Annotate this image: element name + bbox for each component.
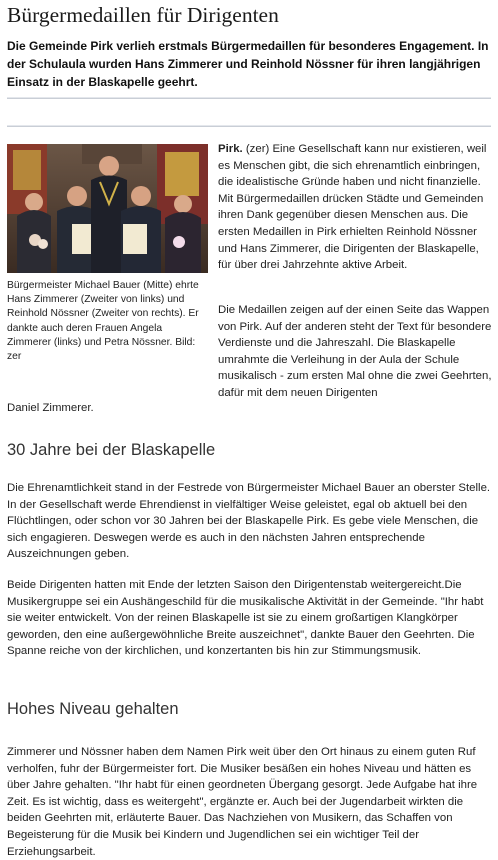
intro-text: (zer) Eine Gesellschaft kann nur existieren, weil es Menschen gibt, die sich ehrenamtlich einbringen, die idealistische Gründe haben und nicht finanzielle. Mit Bürgermedaillen drücken Städte und Gemeinden ihren Dank gegenüber diesen Menschen aus. Die ersten Medaillen in Pirk erhielten Reinhold Nössner und Hans Zimmerer, die Dirigenten der Blaskapelle, für über drei Jahrzehnte aktive Arbeit. (218, 143, 487, 272)
headline: Bürgermedaillen für Dirigenten (7, 3, 279, 27)
photo-caption: Bürgermeister Michael Bauer (Mitte) ehrte Hans Zimmerer (Zweiter von links) und Reinhold Nössner (Zweiter von rechts). Er dankte auch deren Frauen Angela Zimmerer (links) und Petra Nössner. Bild: zer (7, 280, 199, 363)
intro-paragraph-2-tail: Daniel Zimmerer. (7, 402, 94, 414)
section-2-paragraph-1: Zimmerer und Nössner haben dem Namen Pirk weit über den Ort hinaus zu einem guten Ruf verholfen, fuhr der Bürgermeister fort. Die Musiker besäßen ein hohes Niveau und hätten es über Jahre gehalten. "Ihr habt für einen geordneten Übergang gesorgt. Jede Aufgabe hat ihre Zeit. Es ist wichtig, dass es weitergeht", ergänzte er. Auch bei der Jugendarbeit wirkten die beiden Geehrten mit, erläuterte Bauer. Das Nachziehen von Musikern, das Schaffen von Begeisterung für die Musik bei Kindern und Jugendlichen sei ein wichtiger Teil der Erziehungsarbeit. (7, 746, 478, 858)
divider-top (7, 97, 491, 99)
lead-paragraph: Die Gemeinde Pirk verlieh erstmals Bürgermedaillen für besonderes Engagement. In der Schulaula wurden Hans Zimmerer und Reinhold Nössner für ihren langjährigen Einsatz in der Blaskapelle geehrt. (7, 39, 489, 89)
section-1-paragraph-1: Die Ehrenamtlichkeit stand in der Festrede von Bürgermeister Michael Bauer an oberster Stelle. In der Gesellschaft werde Ehrendienst in vielfältiger Weise geleistet, egal ob aktuell bei den Flüchtlingen, oder schon vor 30 Jahren bei der Blaskapelle Pirk. Es gebe viele Menschen, die sich engagieren. Deswegen werde es auch in den nächsten Jahren entsprechende Auszeichnungen geben. (7, 482, 491, 561)
article-photo (7, 144, 208, 273)
intro-paragraph (218, 141, 493, 274)
section-1-paragraph-2: Beide Dirigenten hatten mit Ende der letzten Saison den Dirigentenstab weitergereicht.Die Musikergruppe sei ein Aushängeschild für die musikalische Aktivität in der Gemeinde. "Ihr habt sie weiter entwickelt. Von der reinen Blaskapelle ist sie zu einem großartigen Klangkörper geworden, den eine außergewöhnliche Breite auszeichnet", dankte Bauer den Geehrten. Die Spanne reiche von der kirchlichen, und konzertanten bis hin zur Stimmungsmusik. (7, 579, 484, 658)
section-heading-2: Hohes Niveau gehalten (7, 700, 179, 718)
intro-paragraph-2: Die Medaillen zeigen auf der einen Seite das Wappen von Pirk. Auf der anderen steht der Text für besondere Verdienste und die Jahreszahl. Die Blaskapelle umrahmte die Verleihung in der Aula der Schule musikalisch - zum ersten Mal ohne die zwei Geehrten, dafür mit dem neuen Dirigenten (218, 304, 492, 399)
divider-bottom (7, 125, 491, 127)
section-heading-1: 30 Jahre bei der Blaskapelle (7, 441, 216, 459)
photo-illustration (7, 144, 208, 273)
dateline: Pirk. (218, 143, 243, 155)
